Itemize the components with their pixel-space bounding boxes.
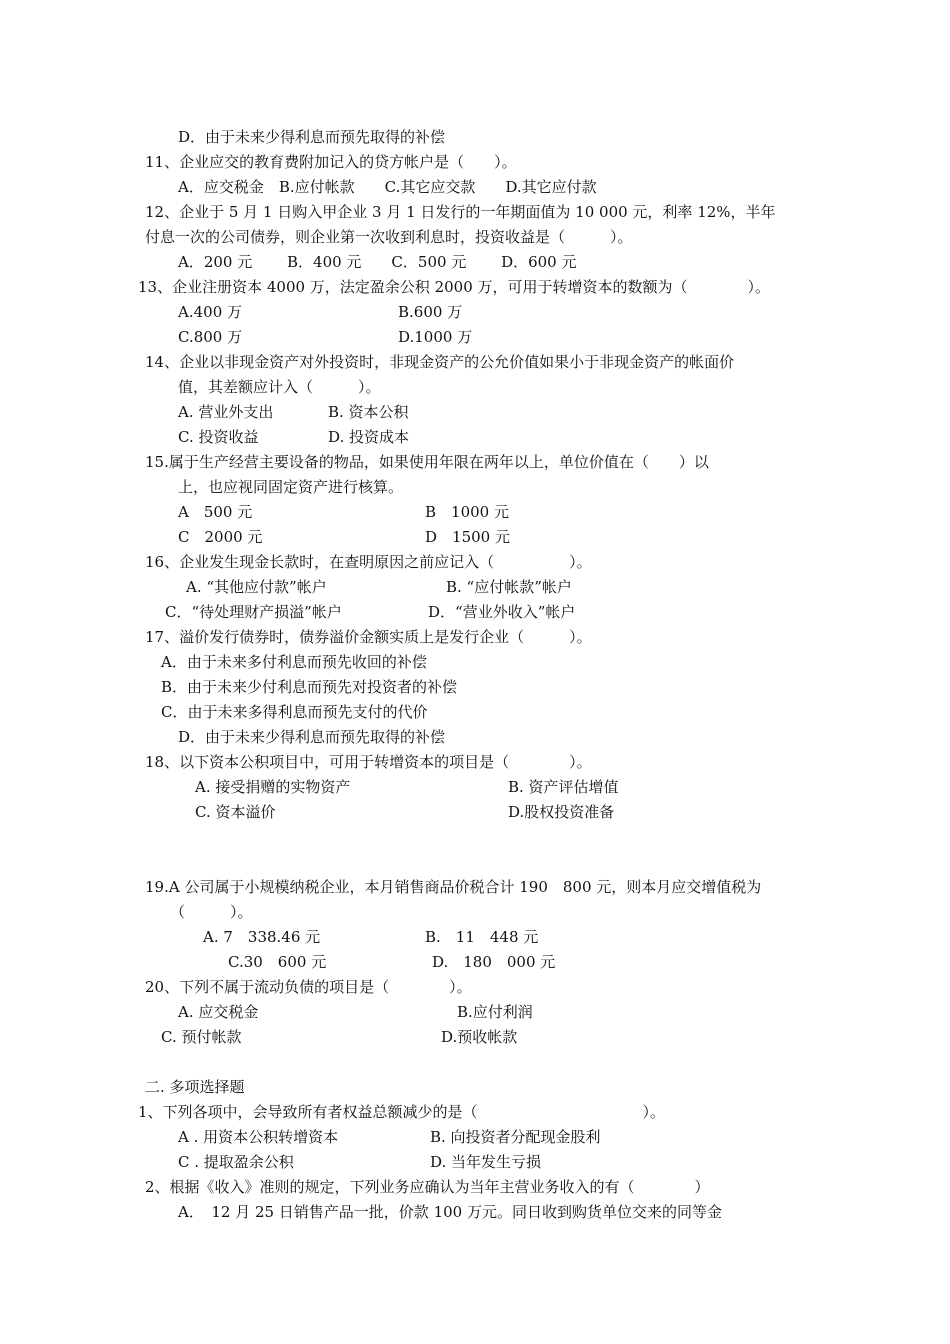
q20-option-d: D.预收帐款 bbox=[441, 1028, 518, 1046]
q18-option-b: B. 资产评估增值 bbox=[508, 778, 619, 796]
question-13: 13、企业注册资本 4000 万，法定盈余公积 2000 万，可用于转增资本的数额为（ ）。 bbox=[138, 278, 771, 296]
q15-option-c: C 2000 元 bbox=[178, 528, 263, 546]
q16-option-c: C．“待处理财产损溢”帐户 bbox=[165, 603, 342, 621]
q16-option-d: D．“营业外收入”帐户 bbox=[428, 603, 576, 621]
q17-option-b: B．由于未来少付利息而预先对投资者的补偿 bbox=[161, 678, 458, 696]
q13-option-a: A.400 万 bbox=[178, 303, 242, 321]
q12-options: A．200 元 B．400 元 C．500 元 D．600 元 bbox=[178, 253, 577, 271]
q14-option-c: C. 投资收益 bbox=[178, 428, 259, 446]
q20-option-a: A. 应交税金 bbox=[178, 1003, 259, 1021]
q13-option-b: B.600 万 bbox=[398, 303, 463, 321]
question-14-line-1: 14、企业以非现金资产对外投资时，非现金资产的公允价值如果小于非现金资产的帐面价 bbox=[145, 353, 735, 371]
mc1-option-b: B. 向投资者分配现金股利 bbox=[430, 1128, 601, 1146]
mc1-option-a: A . 用资本公积转增资本 bbox=[178, 1128, 339, 1146]
mc-question-1: 1、下列各项中，会导致所有者权益总额减少的是（ ）。 bbox=[138, 1103, 666, 1121]
q19-option-b: B. 11 448 元 bbox=[425, 928, 539, 946]
question-14-line-2: 值，其差额应计入（ ）。 bbox=[178, 378, 381, 396]
section-heading-multiple-choice: 二. 多项选择题 bbox=[145, 1078, 245, 1096]
mc-question-2: 2、根据《收入》准则的规定，下列业务应确认为当年主营业务收入的有（ ） bbox=[145, 1178, 710, 1196]
q19-option-d: D. 180 000 元 bbox=[432, 953, 556, 971]
q10-option-d: D．由于未来少得利息而预先取得的补偿 bbox=[178, 128, 446, 146]
question-15-line-2: 上，也应视同固定资产进行核算。 bbox=[178, 478, 404, 496]
question-12-line-2: 付息一次的公司债券，则企业第一次收到利息时，投资收益是（ ）。 bbox=[145, 228, 633, 246]
question-17: 17、溢价发行债券时，债券溢价金额实质上是发行企业（ ）。 bbox=[145, 628, 592, 646]
question-16: 16、企业发生现金长款时，在查明原因之前应记入（ ）。 bbox=[145, 553, 592, 571]
q19-option-a: A. 7 338.46 元 bbox=[203, 928, 321, 946]
q18-option-d: D.股权投资准备 bbox=[508, 803, 615, 821]
q19-option-c: C.30 600 元 bbox=[228, 953, 327, 971]
mc2-option-a: A． 12 月 25 日销售产品一批，价款 100 万元。同日收到购货单位交来的同等金 bbox=[178, 1203, 722, 1221]
q17-option-d: D．由于未来少得利息而预先取得的补偿 bbox=[178, 728, 446, 746]
q16-option-a: A. “其他应付款”帐户 bbox=[186, 578, 327, 596]
question-19-line-1: 19.A 公司属于小规模纳税企业，本月销售商品价税合计 190 800 元，则本月应交增值税为 bbox=[145, 878, 762, 896]
question-19-line-2: （ ）。 bbox=[170, 903, 253, 921]
question-18: 18、以下资本公积项目中，可用于转增资本的项目是（ ）。 bbox=[145, 753, 592, 771]
q20-option-b: B.应付利润 bbox=[457, 1003, 533, 1021]
q13-option-d: D.1000 万 bbox=[398, 328, 473, 346]
q17-option-c: C．由于未来多得利息而预先支付的代价 bbox=[161, 703, 428, 721]
mc1-option-d: D. 当年发生亏损 bbox=[430, 1153, 542, 1171]
q15-option-d: D 1500 元 bbox=[425, 528, 510, 546]
q15-option-a: A 500 元 bbox=[178, 503, 253, 521]
q18-option-a: A. 接受捐赠的实物资产 bbox=[195, 778, 351, 796]
q15-option-b: B 1000 元 bbox=[425, 503, 509, 521]
q20-option-c: C. 预付帐款 bbox=[161, 1028, 242, 1046]
q14-option-d: D. 投资成本 bbox=[328, 428, 410, 446]
q11-options: A．应交税金 B.应付帐款 C.其它应交款 D.其它应付款 bbox=[178, 178, 597, 196]
q14-option-a: A. 营业外支出 bbox=[178, 403, 274, 421]
q17-option-a: A．由于未来多付利息而预先收回的补偿 bbox=[161, 653, 427, 671]
question-15-line-1: 15.属于生产经营主要设备的物品，如果使用年限在两年以上，单位价值在（ ）以 bbox=[145, 453, 709, 471]
question-20: 20、下列不属于流动负债的项目是（ ）。 bbox=[145, 978, 472, 996]
q13-option-c: C.800 万 bbox=[178, 328, 243, 346]
q16-option-b: B. “应付帐款”帐户 bbox=[446, 578, 572, 596]
q14-option-b: B. 资本公积 bbox=[328, 403, 409, 421]
mc1-option-c: C . 提取盈余公积 bbox=[178, 1153, 294, 1171]
q18-option-c: C. 资本溢价 bbox=[195, 803, 276, 821]
question-11: 11、企业应交的教育费附加记入的贷方帐户是（ ）。 bbox=[145, 153, 517, 171]
question-12-line-1: 12、企业于 5 月 1 日购入甲企业 3 月 1 日发行的一年期面值为 10 000 元，利率 12%，半年 bbox=[145, 203, 776, 221]
